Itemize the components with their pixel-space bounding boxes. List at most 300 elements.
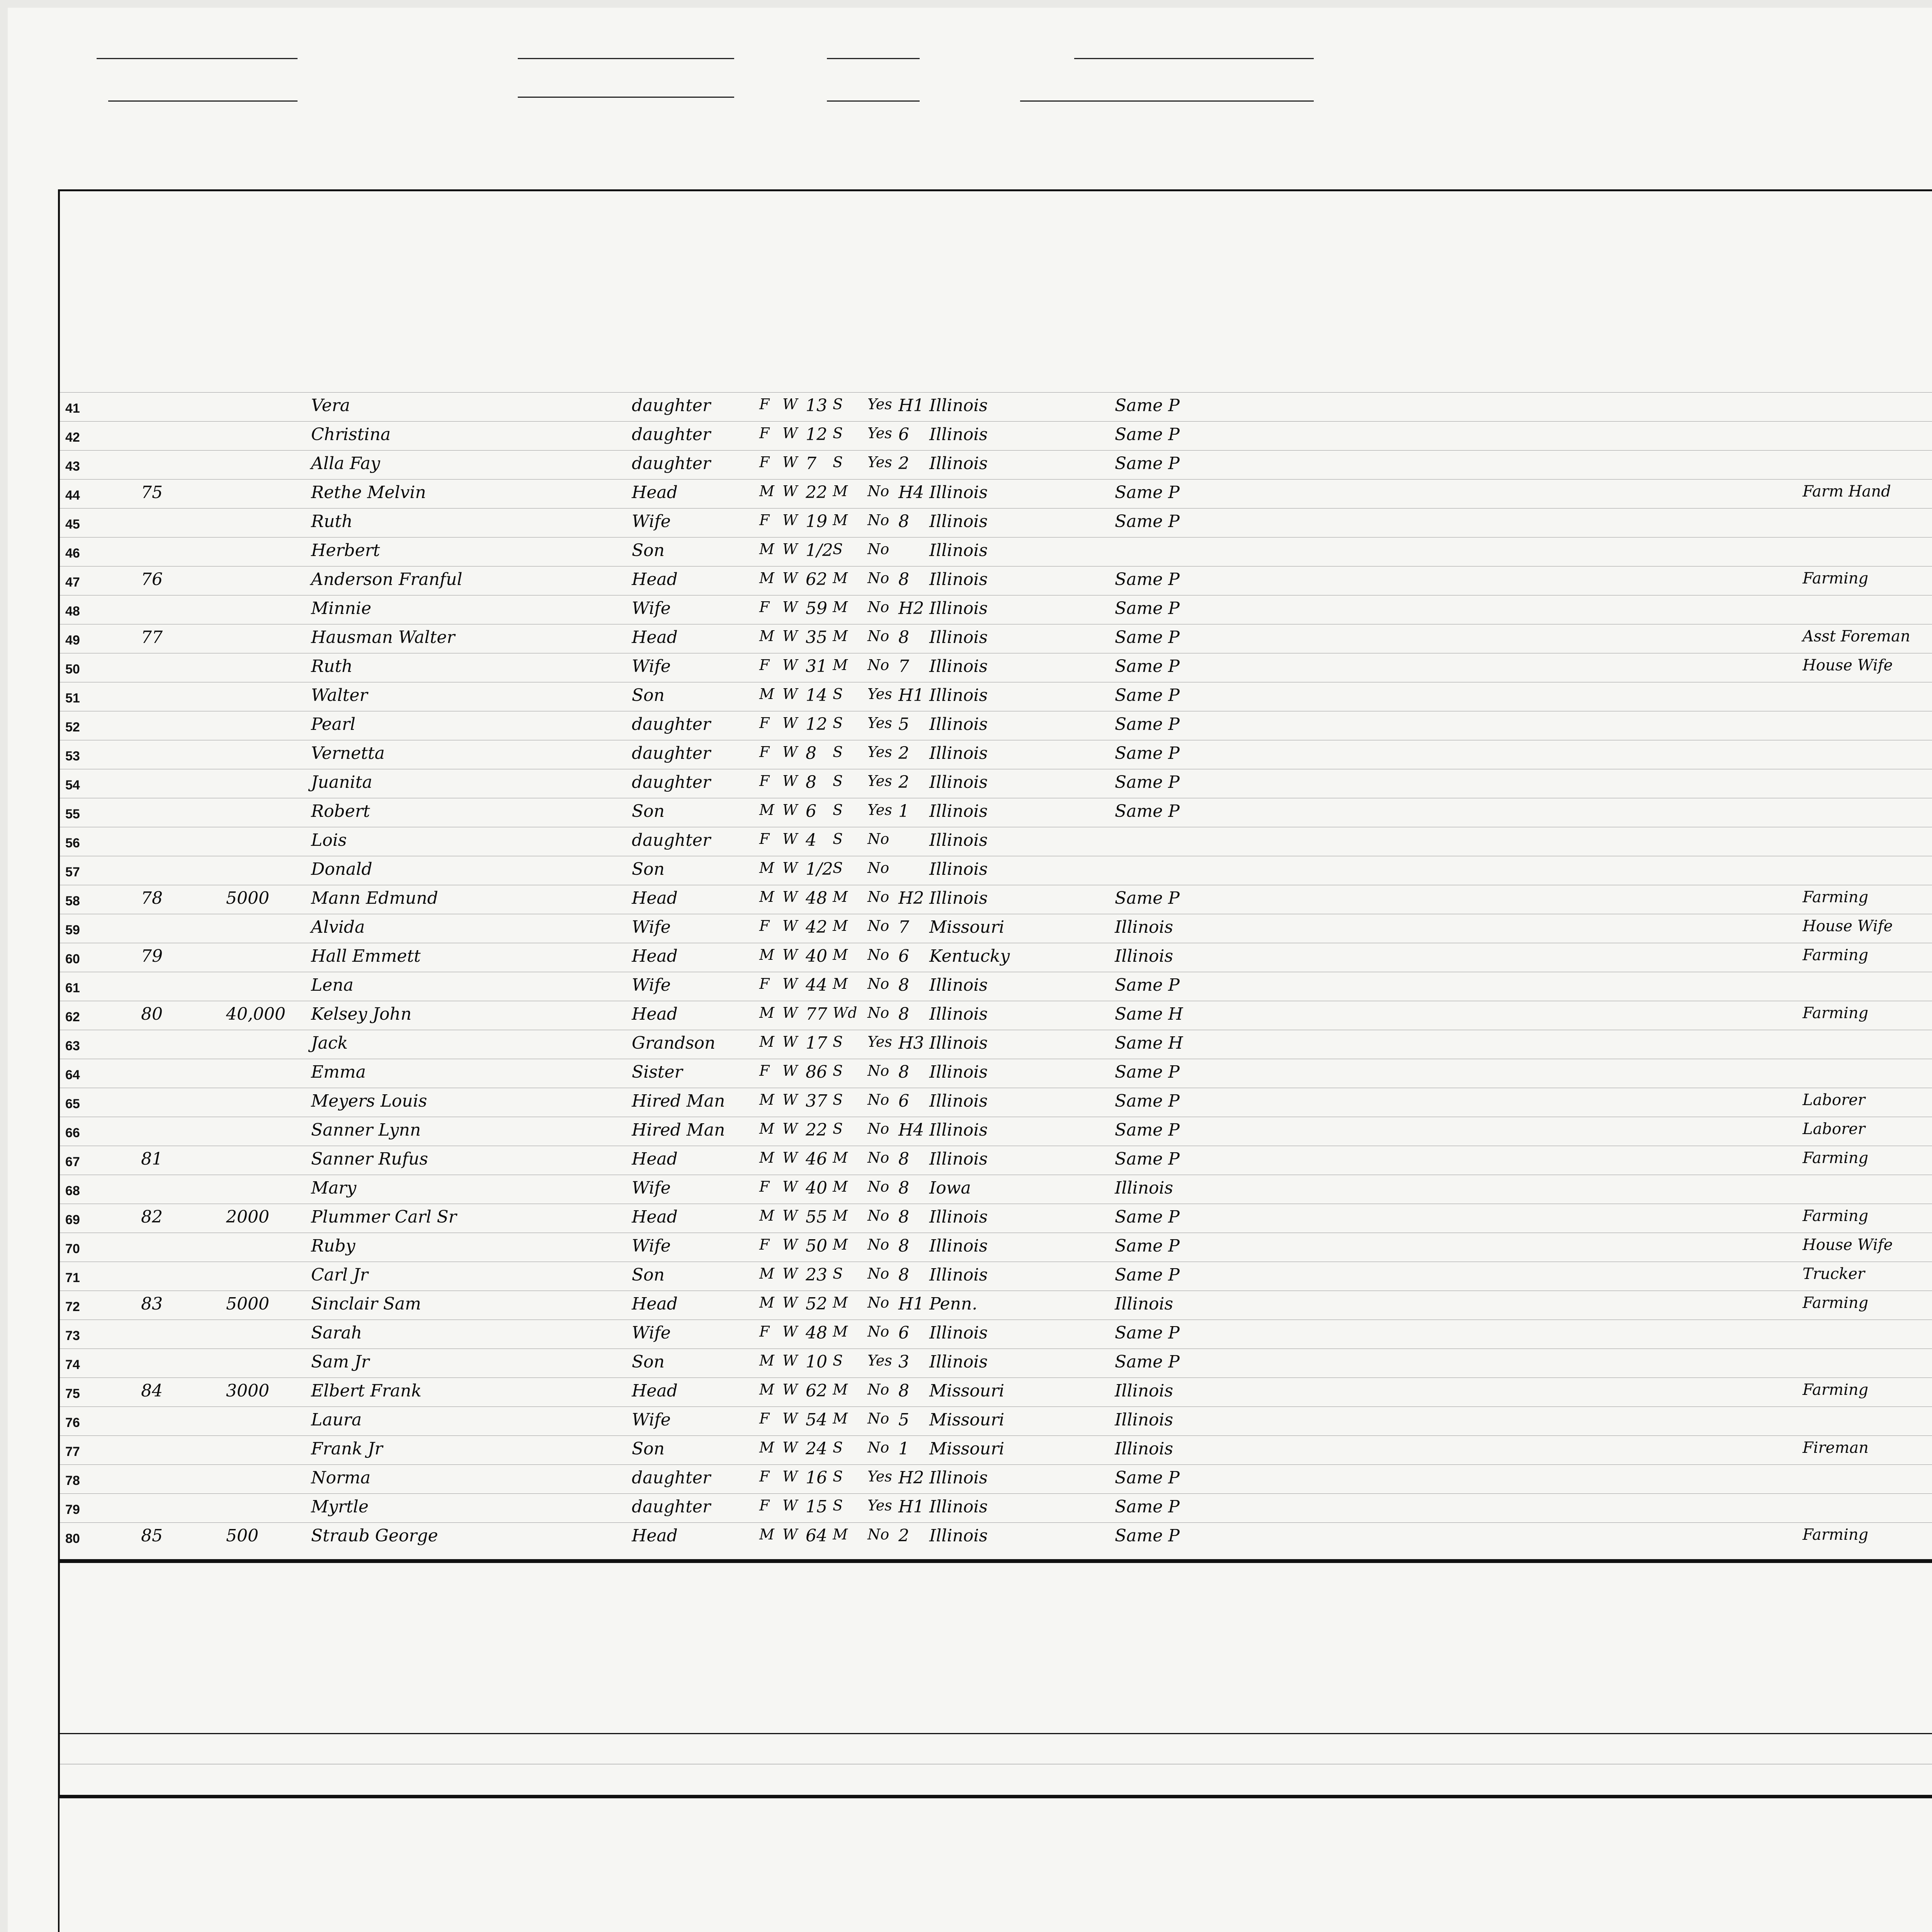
cell-relation: Wife [632, 599, 671, 618]
cell-school: No [867, 1178, 889, 1195]
cell-birthplace: Missouri [929, 1439, 1005, 1459]
cell-residence: Illinois [1115, 946, 1173, 966]
table-row [60, 1262, 1932, 1291]
table-row [60, 885, 1932, 914]
cell-sex: M [759, 628, 774, 645]
cell-school: No [867, 1439, 889, 1456]
cell-line: 59 [65, 923, 80, 937]
cell-sex: F [759, 396, 770, 413]
cell-line: 75 [65, 1386, 80, 1401]
cell-residence: Same P [1115, 425, 1180, 444]
cell-grade: 5 [898, 1410, 909, 1430]
cell-race: W [782, 628, 798, 645]
cell-sex: M [759, 888, 774, 905]
cell-sex: M [759, 1526, 774, 1543]
cell-relation: daughter [632, 454, 711, 473]
population-table [58, 189, 1932, 1561]
cell-age: 48 [806, 1323, 827, 1343]
cell-name: Ruby [311, 1236, 355, 1256]
cell-occupation: Farming [1803, 1004, 1869, 1022]
cell-residence: Same P [1115, 512, 1180, 531]
cell-school: Yes [867, 801, 892, 818]
cell-sex: F [759, 714, 770, 731]
cell-occupation: Farming [1803, 1207, 1869, 1225]
cell-birthplace: Iowa [929, 1178, 971, 1198]
cell-grade: 8 [898, 1178, 909, 1198]
cell-age: 86 [806, 1062, 827, 1082]
cell-race: W [782, 1381, 798, 1398]
cell-age: 42 [806, 917, 827, 937]
cell-residence: Illinois [1115, 1178, 1173, 1198]
table-row [60, 653, 1932, 682]
cell-residence: Same P [1115, 454, 1180, 473]
cell-birthplace: Illinois [929, 772, 988, 792]
cell-school: No [867, 1149, 889, 1166]
cell-house: 79 [141, 946, 163, 966]
cell-residence: Same P [1115, 1468, 1180, 1488]
cell-marital: S [833, 1439, 843, 1456]
cell-race: W [782, 685, 798, 702]
cell-race: W [782, 1207, 798, 1224]
cell-marital: M [833, 1149, 848, 1166]
table-row [60, 508, 1932, 537]
table-row [60, 1204, 1932, 1233]
cell-marital: S [833, 830, 843, 847]
cell-relation: Wife [632, 1410, 671, 1430]
cell-school: No [867, 1265, 889, 1282]
cell-marital: S [833, 1468, 843, 1485]
cell-grade: H1 [898, 1497, 924, 1517]
cell-relation: Sister [632, 1062, 683, 1082]
cell-relation: Head [632, 1004, 678, 1024]
cell-birthplace: Illinois [929, 975, 988, 995]
cell-marital: S [833, 685, 843, 702]
cell-race: W [782, 743, 798, 760]
cell-birthplace: Illinois [929, 1497, 988, 1517]
cell-sex: M [759, 1091, 774, 1108]
cell-marital: S [833, 1062, 843, 1079]
cell-marital: M [833, 1207, 848, 1224]
cell-residence: Illinois [1115, 1439, 1173, 1459]
cell-school: No [867, 599, 889, 616]
cell-marital: Wd [833, 1004, 857, 1021]
cell-age: 23 [806, 1265, 827, 1285]
cell-birthplace: Illinois [929, 743, 988, 763]
cell-birthplace: Illinois [929, 425, 988, 444]
cell-line: 58 [65, 894, 80, 908]
cell-race: W [782, 1323, 798, 1340]
cell-sex: M [759, 946, 774, 963]
cell-line: 65 [65, 1097, 80, 1111]
cell-school: No [867, 946, 889, 963]
cell-grade: 8 [898, 975, 909, 995]
cell-birthplace: Illinois [929, 801, 988, 821]
cell-age: 19 [806, 512, 827, 531]
cell-relation: Wife [632, 917, 671, 937]
cell-sex: F [759, 599, 770, 616]
cell-school: No [867, 1526, 889, 1543]
cell-name: Frank Jr [311, 1439, 383, 1459]
cell-marital: M [833, 917, 848, 934]
county-value [108, 77, 124, 106]
cell-marital: S [833, 714, 843, 731]
cell-relation: Head [632, 888, 678, 908]
cell-relation: Head [632, 1207, 678, 1227]
cell-relation: daughter [632, 396, 711, 415]
cell-birthplace: Illinois [929, 1468, 988, 1488]
cell-occupation: House Wife [1803, 1236, 1893, 1254]
cell-residence: Same P [1115, 685, 1180, 705]
cell-age: 1/2 [806, 859, 833, 879]
cell-marital: S [833, 425, 843, 442]
cell-marital: S [833, 1120, 843, 1137]
cell-age: 64 [806, 1526, 827, 1546]
census-sheet [8, 8, 1932, 1932]
cell-occupation: Farming [1803, 570, 1869, 587]
state-value [97, 35, 112, 63]
cell-name: Pearl [311, 714, 356, 734]
cell-birthplace: Illinois [929, 628, 988, 647]
cell-race: W [782, 599, 798, 616]
cell-birthplace: Illinois [929, 859, 988, 879]
county-field [108, 77, 298, 102]
cell-age: 52 [806, 1294, 827, 1314]
cell-school: Yes [867, 1468, 892, 1485]
cell-marital: M [833, 512, 848, 529]
cell-school: No [867, 1207, 889, 1224]
cell-name: Alvida [311, 917, 365, 937]
explanatory-notes [58, 1797, 1932, 1932]
supplementary-section [58, 1561, 1932, 1797]
table-row [60, 1435, 1932, 1464]
cell-race: W [782, 917, 798, 934]
cell-birthplace: Illinois [929, 888, 988, 908]
cell-line: 50 [65, 662, 80, 677]
cell-marital: S [833, 1033, 843, 1050]
cell-grade: H2 [898, 888, 924, 908]
cell-relation: daughter [632, 425, 711, 444]
table-row [60, 566, 1932, 595]
cell-age: 46 [806, 1149, 827, 1169]
cell-marital: M [833, 1526, 848, 1543]
cell-age: 14 [806, 685, 827, 705]
cell-race: W [782, 772, 798, 789]
cell-name: Ruth [311, 512, 353, 531]
cell-residence: Same P [1115, 801, 1180, 821]
cell-grade: H1 [898, 396, 924, 415]
cell-name: Vernetta [311, 743, 385, 763]
cell-birthplace: Illinois [929, 599, 988, 618]
cell-sex: F [759, 1323, 770, 1340]
cell-race: W [782, 1439, 798, 1456]
cell-race: W [782, 1178, 798, 1195]
cell-marital: M [833, 570, 848, 587]
table-row [60, 1349, 1932, 1378]
cell-value: 5000 [226, 888, 269, 908]
cell-grade: H2 [898, 1468, 924, 1488]
cell-occupation: Farming [1803, 1526, 1869, 1544]
cell-occupation: Fireman [1803, 1439, 1869, 1457]
cell-residence: Same P [1115, 1526, 1180, 1546]
cell-name: Jack [311, 1033, 348, 1053]
cell-grade: 8 [898, 1265, 909, 1285]
cell-residence: Same P [1115, 570, 1180, 589]
cell-race: W [782, 830, 798, 847]
table-row [60, 798, 1932, 827]
cell-occupation: Farming [1803, 888, 1869, 906]
cell-birthplace: Illinois [929, 1149, 988, 1169]
cell-relation: Head [632, 483, 678, 502]
cell-school: Yes [867, 772, 892, 789]
cell-line: 61 [65, 981, 80, 995]
cell-line: 51 [65, 691, 80, 706]
cell-marital: S [833, 396, 843, 413]
cell-school: No [867, 483, 889, 500]
cell-race: W [782, 1352, 798, 1369]
cell-relation: Head [632, 1294, 678, 1314]
cell-name: Myrtle [311, 1497, 369, 1517]
cell-race: W [782, 541, 798, 558]
cell-line: 72 [65, 1299, 80, 1314]
cell-sex: M [759, 1265, 774, 1282]
cell-sex: F [759, 1178, 770, 1195]
cell-grade: 2 [898, 743, 909, 763]
cell-relation: daughter [632, 830, 711, 850]
cell-age: 6 [806, 801, 816, 821]
cell-occupation: Farming [1803, 1149, 1869, 1167]
cell-house: 75 [141, 483, 163, 502]
cell-age: 62 [806, 1381, 827, 1401]
cell-birthplace: Illinois [929, 1033, 988, 1053]
cell-race: W [782, 1091, 798, 1108]
cell-residence: Same P [1115, 1207, 1180, 1227]
cell-marital: S [833, 743, 843, 760]
cell-line: 67 [65, 1155, 80, 1169]
cell-sex: M [759, 1004, 774, 1021]
cell-occupation: Laborer [1803, 1120, 1866, 1138]
cell-occupation: Farm Hand [1803, 483, 1891, 500]
cell-residence: Same P [1115, 1265, 1180, 1285]
cell-name: Ruth [311, 656, 353, 676]
cell-age: 54 [806, 1410, 827, 1430]
cell-marital: M [833, 1294, 848, 1311]
cell-relation: daughter [632, 772, 711, 792]
cell-age: 13 [806, 396, 827, 415]
cell-race: W [782, 1526, 798, 1543]
cell-name: Mary [311, 1178, 357, 1198]
cell-grade: H2 [898, 599, 924, 618]
cell-sex: M [759, 1033, 774, 1050]
township-value [518, 70, 526, 98]
cell-school: No [867, 1323, 889, 1340]
cell-sex: M [759, 1439, 774, 1456]
cell-birthplace: Illinois [929, 396, 988, 415]
cell-grade: 8 [898, 1004, 909, 1024]
cell-sex: M [759, 541, 774, 558]
township-field [518, 70, 734, 98]
cell-name: Vera [311, 396, 350, 415]
cell-sex: F [759, 425, 770, 442]
cell-school: No [867, 830, 889, 847]
cell-house: 78 [141, 888, 163, 908]
cell-name: Anderson Franful [311, 570, 463, 589]
cell-relation: Head [632, 946, 678, 966]
cell-sex: F [759, 1468, 770, 1485]
cell-school: Yes [867, 1497, 892, 1514]
cell-age: 4 [806, 830, 816, 850]
cell-name: Meyers Louis [311, 1091, 427, 1111]
cell-name: Lois [311, 830, 347, 850]
cell-marital: M [833, 1178, 848, 1195]
cell-age: 8 [806, 772, 816, 792]
cell-marital: S [833, 1265, 843, 1282]
cell-relation: Head [632, 1381, 678, 1401]
cell-age: 35 [806, 628, 827, 647]
cell-age: 7 [806, 454, 816, 473]
cell-house: 81 [141, 1149, 163, 1169]
cell-residence: Same P [1115, 1352, 1180, 1372]
cell-name: Sam Jr [311, 1352, 369, 1372]
cell-age: 40 [806, 946, 827, 966]
cell-line: 54 [65, 778, 80, 793]
cell-race: W [782, 975, 798, 992]
cell-line: 62 [65, 1010, 80, 1024]
cell-line: 55 [65, 807, 80, 821]
cell-school: No [867, 656, 889, 673]
cell-school: Yes [867, 1033, 892, 1050]
cell-line: 66 [65, 1126, 80, 1140]
cell-sex: F [759, 1410, 770, 1427]
cell-grade: 8 [898, 570, 909, 589]
cell-marital: M [833, 599, 848, 616]
cell-sex: M [759, 1352, 774, 1369]
cell-sex: M [759, 1207, 774, 1224]
cell-relation: Head [632, 1526, 678, 1546]
cell-grade: 8 [898, 1207, 909, 1227]
cell-house: 76 [141, 570, 163, 589]
cell-school: No [867, 1091, 889, 1108]
cell-relation: daughter [632, 1497, 711, 1517]
cell-sex: F [759, 512, 770, 529]
ward-field [827, 37, 920, 59]
cell-sex: F [759, 1497, 770, 1514]
cell-school: No [867, 888, 889, 905]
table-row [60, 421, 1932, 450]
cell-race: W [782, 570, 798, 587]
cell-marital: M [833, 1410, 848, 1427]
cell-birthplace: Illinois [929, 512, 988, 531]
cell-relation: Wife [632, 975, 671, 995]
table-row [60, 1001, 1932, 1030]
cell-race: W [782, 1468, 798, 1485]
supp-divider [60, 1733, 1932, 1734]
cell-grade: 8 [898, 1381, 909, 1401]
cell-occupation: House Wife [1803, 917, 1893, 935]
cell-line: 52 [65, 720, 80, 735]
cell-race: W [782, 1236, 798, 1253]
cell-name: Hall Emmett [311, 946, 421, 966]
cell-line: 78 [65, 1473, 80, 1488]
cell-relation: daughter [632, 743, 711, 763]
cell-name: Carl Jr [311, 1265, 368, 1285]
table-row [60, 943, 1932, 972]
cell-residence: Same P [1115, 656, 1180, 676]
cell-line: 49 [65, 633, 80, 648]
cell-race: W [782, 1265, 798, 1282]
cell-school: No [867, 1381, 889, 1398]
cell-school: No [867, 541, 889, 558]
cell-grade: H3 [898, 1033, 924, 1053]
cell-age: 59 [806, 599, 827, 618]
cell-birthplace: Illinois [929, 714, 988, 734]
cell-school: No [867, 1294, 889, 1311]
cell-marital: M [833, 888, 848, 905]
table-row [60, 914, 1932, 943]
cell-sex: F [759, 917, 770, 934]
cell-school: Yes [867, 454, 892, 471]
cell-occupation: Laborer [1803, 1091, 1866, 1109]
cell-marital: S [833, 859, 843, 876]
cell-age: 24 [806, 1439, 827, 1459]
cell-name: Alla Fay [311, 454, 380, 473]
cell-birthplace: Illinois [929, 1236, 988, 1256]
cell-relation: Wife [632, 1178, 671, 1198]
table-row [60, 1378, 1932, 1406]
cell-line: 57 [65, 865, 80, 879]
cell-house: 80 [141, 1004, 163, 1024]
unincorporated-field [1074, 37, 1314, 59]
table-row [60, 711, 1932, 740]
table-row [60, 682, 1932, 711]
cell-school: No [867, 628, 889, 645]
cell-relation: Hired Man [632, 1120, 725, 1140]
cell-age: 10 [806, 1352, 827, 1372]
cell-race: W [782, 1149, 798, 1166]
table-row [60, 1464, 1932, 1493]
cell-grade: 6 [898, 1091, 909, 1111]
cell-birthplace: Illinois [929, 1207, 988, 1227]
cell-marital: M [833, 656, 848, 673]
cell-birthplace: Penn. [929, 1294, 978, 1314]
table-row [60, 1146, 1932, 1175]
cell-name: Sarah [311, 1323, 362, 1343]
cell-line: 73 [65, 1328, 80, 1343]
cell-grade: 1 [898, 801, 909, 821]
cell-occupation: Trucker [1803, 1265, 1865, 1283]
cell-race: W [782, 1294, 798, 1311]
cell-marital: S [833, 772, 843, 789]
cell-line: 43 [65, 459, 80, 474]
cell-occupation: Farming [1803, 946, 1869, 964]
cell-line: 47 [65, 575, 80, 590]
cell-birthplace: Illinois [929, 1062, 988, 1082]
cell-name: Robert [311, 801, 370, 821]
cell-birthplace: Illinois [929, 1091, 988, 1111]
cell-residence: Same H [1115, 1004, 1183, 1024]
cell-birthplace: Illinois [929, 1004, 988, 1024]
incorporated-field [518, 37, 734, 59]
cell-line: 60 [65, 952, 80, 966]
cell-occupation: Farming [1803, 1294, 1869, 1312]
cell-relation: Wife [632, 1236, 671, 1256]
cell-school: No [867, 1062, 889, 1079]
cell-line: 48 [65, 604, 80, 619]
cell-birthplace: Illinois [929, 656, 988, 676]
cell-residence: Same P [1115, 714, 1180, 734]
cell-school: No [867, 1004, 889, 1021]
cell-age: 16 [806, 1468, 827, 1488]
cell-residence: Same P [1115, 1120, 1180, 1140]
